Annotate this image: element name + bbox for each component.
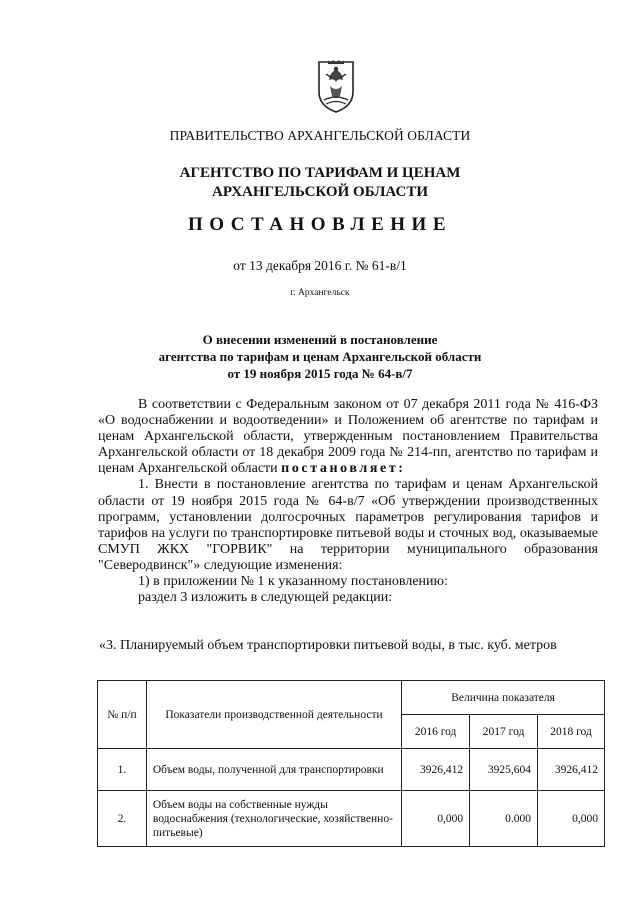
table-caption: «3. Планируемый объем транспортировки питьевой воды, в тыс. куб. метров [99,638,557,653]
row-value: 3926,412 [402,749,470,791]
agency-name-line2: АРХАНГЕЛЬСКОЙ ОБЛАСТИ [212,184,428,200]
agency-name-line1: АГЕНТСТВО ПО ТАРИФАМ И ЦЕНАМ [179,165,461,181]
row-value: 0.000 [470,791,538,847]
indicators-table [97,680,605,847]
government-name: ПРАВИТЕЛЬСТВО АРХАНГЕЛЬСКОЙ ОБЛАСТИ [169,128,471,143]
decrees-word: постановляет: [281,461,406,477]
agency-name [0,164,640,202]
subject-line3: от 19 ноября 2015 года № 64-в/7 [227,366,413,381]
row-number: 2. [98,791,147,847]
row-value: 3926,412 [538,749,605,791]
subject-line2: агентства по тарифам и ценам Архангельской области [158,349,482,364]
table-row [98,791,605,847]
header-year: 2018 год [538,715,605,749]
row-value: 0,000 [538,791,605,847]
preamble-paragraph [98,397,598,477]
table-row [98,749,605,791]
coat-of-arms-icon [316,58,356,114]
header-number: № п/п [98,681,147,749]
item-1-paragraph: 1. Внести в постановление агентства по тарифам и ценам Архангельской области от 19 ноября 2015 года № 64-в/7 «Об утверждении производственных программ, установлении долгосрочных параметров регулирования тарифов и тарифов на услуги по транспортировке питьевой воды и сточных вод, оказываемые СМУП ЖКХ "ГОРВИК" на территории муниципального образования "Северодвинск"» следующие изменения: [98,477,598,573]
header-year: 2017 год [470,715,538,749]
header-value: Величина показателя [402,681,605,715]
header-year: 2016 год [402,715,470,749]
sub-item-2: раздел 3 изложить в следующей редакции: [138,590,393,606]
city: г. Архангельск [290,288,350,298]
subject-line1: О внесении изменений в постановление [202,332,438,347]
document-body [98,397,598,606]
date-and-number: от 13 декабря 2016 г. № 61-в/1 [233,258,407,273]
document-subject [0,331,640,382]
row-value: 0,000 [402,791,470,847]
row-value: 3925,604 [470,749,538,791]
table-header-row [98,681,605,715]
row-indicator: Объем воды на собственные нужды водоснабжения (технологические, хозяйственно-питьевые) [146,791,401,847]
row-number: 1. [98,749,147,791]
preamble-text: В соответствии с Федеральным законом от 07 декабря 2011 года № 416-ФЗ «О водоснабжении и водоотведении» и Положением об агентстве по тарифам и ценам Архангельской области, утвержденным постановлением Правительства Архангельской области от 18 декабря 2009 года № 214-пп, агентство по тарифам и ценам Архангельской области [98,397,598,477]
row-indicator: Объем воды, полученной для транспортировки [146,749,401,791]
document-type: ПОСТАНОВЛЕНИЕ [187,214,453,235]
header-indicator: Показатели производственной деятельности [146,681,401,749]
sub-item-1: 1) в приложении № 1 к указанному постановлению: [138,574,448,590]
